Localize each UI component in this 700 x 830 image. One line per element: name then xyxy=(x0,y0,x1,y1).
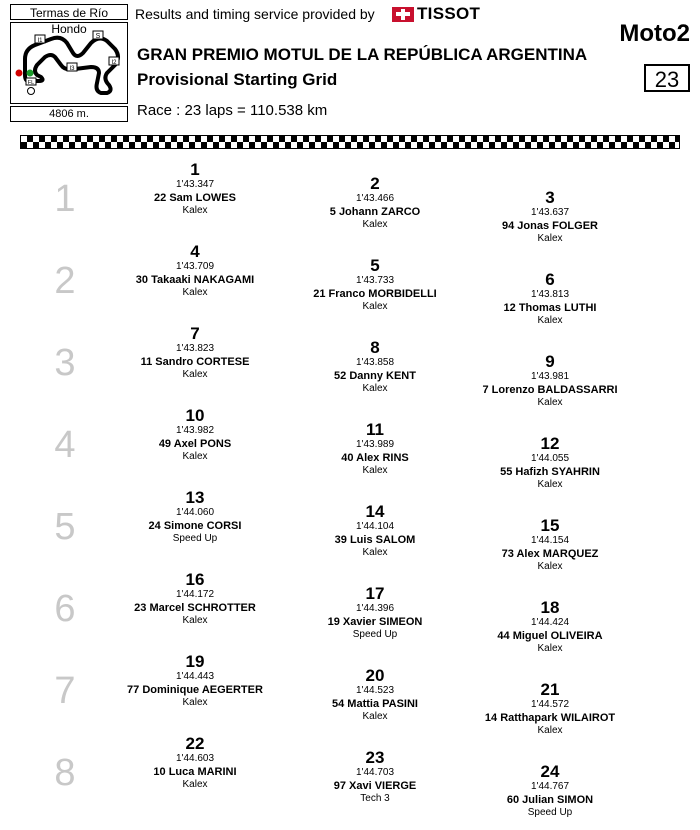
rider-position: 5 xyxy=(370,256,380,275)
timing-provider-text: Results and timing service provided by xyxy=(135,6,375,22)
rider-name: 40 Alex RINS xyxy=(341,452,409,464)
track-map-icon xyxy=(11,23,127,103)
rider-team: Kalex xyxy=(537,315,563,326)
rider-position: 6 xyxy=(545,270,555,289)
rider-name: 39 Luis SALOM xyxy=(334,534,416,546)
rider-position: 12 xyxy=(540,434,560,453)
rider-lap-time: 1'44.767 xyxy=(530,781,570,792)
grid-row-number: 8 xyxy=(54,752,76,794)
track-name: Termas de Río Hondo xyxy=(10,4,128,20)
grid-slot xyxy=(285,667,465,723)
rider-team: Kalex xyxy=(362,465,388,476)
rider-position: 24 xyxy=(540,762,560,781)
rider-name: 5 Johann ZARCO xyxy=(329,206,421,218)
grid-slot xyxy=(105,489,285,545)
rider-name: 60 Julian SIMON xyxy=(506,794,594,806)
rider-lap-time: 1'44.154 xyxy=(530,535,570,546)
rider-position: 17 xyxy=(365,584,385,603)
rider-team: Kalex xyxy=(182,369,208,380)
rider-lap-time: 1'44.060 xyxy=(175,507,215,518)
rider-team: Kalex xyxy=(537,561,563,572)
rider-name: 94 Jonas FOLGER xyxy=(502,220,598,232)
rider-team: Kalex xyxy=(182,697,208,708)
grid-slot xyxy=(460,763,640,819)
grid-slot xyxy=(285,339,465,395)
rider-team: Kalex xyxy=(362,301,388,312)
rider-name: 30 Takaaki NAKAGAMI xyxy=(135,274,255,286)
grid-slot xyxy=(285,257,465,313)
track-map xyxy=(10,22,128,104)
finish-line-label: FL xyxy=(27,80,35,86)
rider-name: 77 Dominique AEGERTER xyxy=(127,684,263,696)
rider-lap-time: 1'43.823 xyxy=(175,343,215,354)
rider-lap-time: 1'43.733 xyxy=(355,275,395,286)
rider-team: Kalex xyxy=(362,711,388,722)
rider-lap-time: 1'43.981 xyxy=(530,371,570,382)
grid-row-number: 3 xyxy=(54,342,76,384)
rider-position: 23 xyxy=(365,748,385,767)
rider-lap-time: 1'44.104 xyxy=(355,521,395,532)
rider-lap-time: 1'43.637 xyxy=(530,207,570,218)
rider-position: 18 xyxy=(540,598,560,617)
rider-name: 19 Xavier SIMEON xyxy=(327,616,423,628)
rider-team: Kalex xyxy=(362,383,388,394)
rider-lap-time: 1'44.523 xyxy=(355,685,395,696)
sponsor-name: TISSOT xyxy=(417,4,481,23)
rider-lap-time: 1'43.709 xyxy=(175,261,215,272)
grid-row-number: 1 xyxy=(54,178,76,220)
rider-name: 7 Lorenzo BALDASSARRI xyxy=(482,384,618,396)
rider-team: Kalex xyxy=(182,451,208,462)
rider-position: 16 xyxy=(185,570,205,589)
rider-name: 97 Xavi VIERGE xyxy=(333,780,417,792)
rider-position: 19 xyxy=(185,652,205,671)
grid-slot xyxy=(460,681,640,737)
rider-position: 7 xyxy=(190,324,200,343)
rider-name: 10 Luca MARINI xyxy=(153,766,237,778)
grid-slot xyxy=(105,243,285,299)
rider-name: 52 Danny KENT xyxy=(334,370,416,382)
rider-name: 11 Sandro CORTESE xyxy=(140,356,250,368)
grid-slot xyxy=(460,517,640,573)
rider-lap-time: 1'43.982 xyxy=(175,425,215,436)
grid-slot xyxy=(285,749,465,805)
rider-name: 54 Mattia PASINI xyxy=(332,698,418,710)
rider-team: Speed Up xyxy=(352,629,398,640)
grid-slot xyxy=(460,599,640,655)
rider-position: 21 xyxy=(540,680,560,699)
race-number-box: 23 xyxy=(644,64,690,92)
rider-team: Kalex xyxy=(182,615,208,626)
document-subtitle: Provisional Starting Grid xyxy=(137,70,338,89)
grid-row-number: 5 xyxy=(54,506,76,548)
rider-name: 73 Alex MARQUEZ xyxy=(501,548,599,560)
rider-team: Speed Up xyxy=(527,807,573,818)
grid-slot xyxy=(460,189,640,245)
rider-position: 8 xyxy=(370,338,380,357)
rider-position: 15 xyxy=(540,516,560,535)
grid-row-number: 2 xyxy=(54,260,76,302)
rider-team: Kalex xyxy=(362,219,388,230)
grid-slot xyxy=(285,585,465,641)
rider-position: 9 xyxy=(545,352,555,371)
rider-name: 24 Simone CORSI xyxy=(148,520,242,532)
rider-position: 22 xyxy=(185,734,205,753)
rider-position: 20 xyxy=(365,666,385,685)
rider-lap-time: 1'44.424 xyxy=(530,617,570,628)
rider-lap-time: 1'43.813 xyxy=(530,289,570,300)
grid-slot xyxy=(105,653,285,709)
track-length: 4806 m. xyxy=(10,106,128,122)
sector-i3-label: I3 xyxy=(69,66,75,72)
rider-name: 22 Sam LOWES xyxy=(154,192,236,204)
rider-position: 11 xyxy=(366,420,384,439)
grid-slot xyxy=(105,325,285,381)
rider-team: Kalex xyxy=(182,287,208,298)
rider-position: 4 xyxy=(190,242,200,261)
grid-slot xyxy=(285,175,465,231)
grid-slot xyxy=(105,161,285,217)
rider-team: Kalex xyxy=(362,547,388,558)
grid-slot xyxy=(285,421,465,477)
rider-name: 23 Marcel SCHROTTER xyxy=(134,602,256,614)
grid-slot xyxy=(460,271,640,327)
rider-name: 49 Axel PONS xyxy=(158,438,232,450)
grid-slot xyxy=(460,435,640,491)
swiss-cross-icon xyxy=(392,7,414,22)
rider-lap-time: 1'44.703 xyxy=(355,767,395,778)
rider-team: Kalex xyxy=(537,725,563,736)
grid-row-number: 7 xyxy=(54,670,76,712)
rider-lap-time: 1'43.347 xyxy=(175,179,215,190)
rider-lap-time: 1'43.466 xyxy=(355,193,395,204)
rider-name: 21 Franco MORBIDELLI xyxy=(313,288,437,300)
rider-name: 12 Thomas LUTHI xyxy=(503,302,597,314)
rider-lap-time: 1'44.055 xyxy=(530,453,570,464)
rider-name: 14 Ratthapark WILAIROT xyxy=(484,712,616,724)
rider-position: 13 xyxy=(185,488,205,507)
rider-team: Speed Up xyxy=(172,533,218,544)
sector-i2-label: I2 xyxy=(111,60,117,66)
class-name: Moto2 xyxy=(619,20,690,47)
rider-position: 2 xyxy=(370,174,380,193)
rider-team: Kalex xyxy=(537,479,563,490)
rider-position: 10 xyxy=(185,406,205,425)
grid-slot xyxy=(105,407,285,463)
rider-position: 14 xyxy=(365,502,385,521)
grid-row-number: 6 xyxy=(54,588,76,630)
grid-row-number: 4 xyxy=(54,424,76,466)
rider-team: Kalex xyxy=(537,643,563,654)
rider-lap-time: 1'43.989 xyxy=(355,439,395,450)
rider-lap-time: 1'44.572 xyxy=(530,699,570,710)
rider-name: 44 Miguel OLIVEIRA xyxy=(497,630,603,642)
grid-slot xyxy=(105,571,285,627)
rider-team: Kalex xyxy=(537,397,563,408)
rider-position: 1 xyxy=(190,160,200,179)
rider-lap-time: 1'44.172 xyxy=(175,589,215,600)
grid-slot xyxy=(105,735,285,791)
rider-team: Kalex xyxy=(182,779,208,790)
sector-s-label: S xyxy=(95,33,101,40)
grid-slot xyxy=(460,353,640,409)
rider-team: Kalex xyxy=(182,205,208,216)
sector-i1-label: I1 xyxy=(37,38,43,44)
grid-slot xyxy=(285,503,465,559)
rider-lap-time: 1'43.858 xyxy=(355,357,395,368)
rider-lap-time: 1'44.396 xyxy=(355,603,395,614)
rider-lap-time: 1'44.603 xyxy=(175,753,215,764)
rider-lap-time: 1'44.443 xyxy=(175,671,215,682)
event-title: GRAN PREMIO MOTUL DE LA REPÚBLICA ARGENTINA xyxy=(137,45,588,64)
rider-name: 55 Hafizh SYAHRIN xyxy=(500,466,600,478)
race-info: Race : 23 laps = 110.538 km xyxy=(137,102,328,119)
checkered-flag-divider xyxy=(20,135,680,149)
rider-position: 3 xyxy=(545,188,555,207)
rider-team: Tech 3 xyxy=(360,793,390,804)
tissot-logo xyxy=(392,4,480,24)
rider-team: Kalex xyxy=(537,233,563,244)
